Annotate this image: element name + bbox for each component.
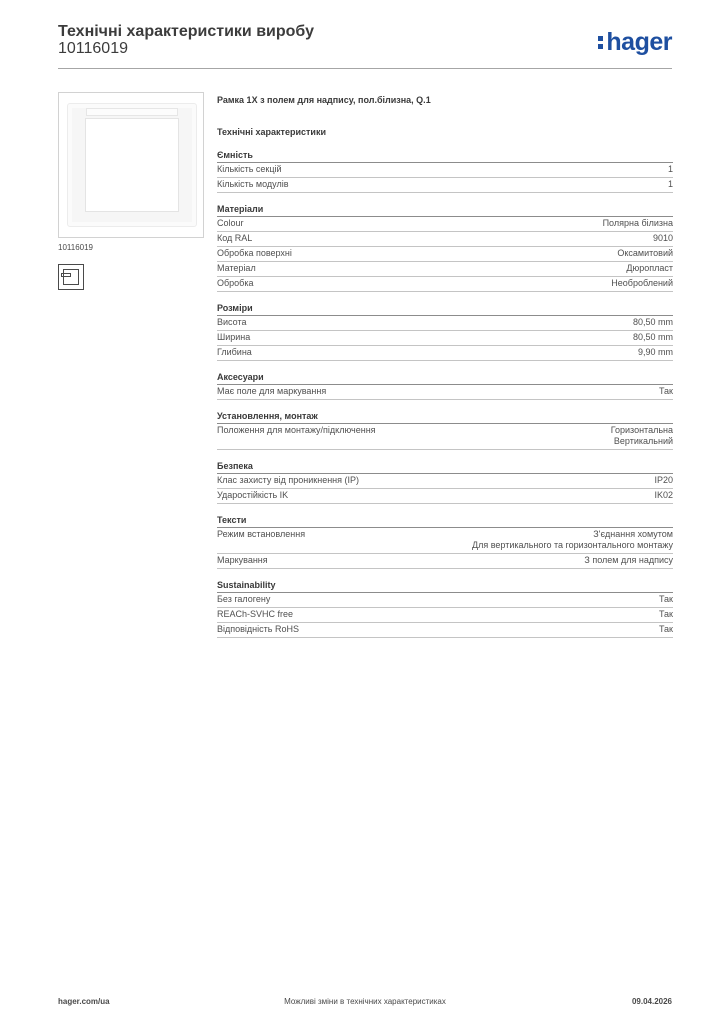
spec-label: Ширина: [217, 332, 251, 342]
document-product-code: 10116019: [58, 40, 128, 57]
spec-row: [217, 474, 673, 489]
spec-row: [217, 608, 673, 623]
logo-colon-icon: [598, 35, 603, 51]
spec-row: [217, 346, 673, 361]
spec-value: [472, 529, 673, 551]
spec-group-title: Безпека: [217, 461, 673, 474]
spec-group-title: Розміри: [217, 303, 673, 316]
image-caption-code: 10116019: [58, 243, 93, 252]
frame-opening: [85, 118, 179, 212]
document-title: Технічні характеристики виробу: [58, 23, 314, 40]
spec-label: Обробка поверхні: [217, 248, 292, 258]
spec-value-line: Горизонтальна: [610, 425, 673, 435]
frame-label-field: [86, 108, 178, 116]
spec-row: [217, 163, 673, 178]
spec-label: Обробка: [217, 278, 254, 288]
spec-value: [626, 263, 673, 274]
spec-content: [217, 95, 673, 638]
spec-row: [217, 331, 673, 346]
spec-row: [217, 247, 673, 262]
footer-note: Можливі зміни в технічних характеристиках: [284, 997, 446, 1006]
spec-row: [217, 316, 673, 331]
spec-group-title: Матеріали: [217, 204, 673, 217]
spec-value: [659, 624, 673, 635]
header-divider: [58, 68, 672, 69]
spec-value-line: 80,50 mm: [632, 332, 673, 342]
spec-row: [217, 232, 673, 247]
spec-value-line: Полярна білизна: [602, 218, 673, 228]
spec-value-line: 9,90 mm: [637, 347, 673, 357]
spec-label: Відповідність RoHS: [217, 624, 299, 634]
spec-value-line: Так: [658, 609, 673, 619]
product-name: Рамка 1X з полем для надпису, пол.білизна, Q.1: [217, 95, 431, 105]
product-image: [58, 92, 204, 238]
spec-row: [217, 262, 673, 277]
spec-value-line: Для вертикального та горизонтального монтажу: [471, 540, 673, 550]
spec-row: [217, 623, 673, 638]
spec-value: [654, 490, 673, 501]
spec-value: [659, 594, 673, 605]
spec-label: Висота: [217, 317, 247, 327]
spec-value: [633, 317, 673, 328]
spec-label: Кількість секцій: [217, 164, 282, 174]
spec-value: [584, 555, 673, 566]
spec-label: Colour: [217, 218, 244, 228]
section-heading: Технічні характеристики: [217, 127, 326, 137]
hager-logo: [598, 28, 672, 57]
spec-value-line: Оксамитовий: [617, 248, 673, 258]
spec-value: [668, 179, 673, 190]
spec-value-line: 9010: [652, 233, 673, 243]
spec-value: [659, 386, 673, 397]
spec-group: [217, 150, 673, 193]
spec-group: [217, 303, 673, 361]
spec-label: Матеріал: [217, 263, 256, 273]
spec-row: [217, 217, 673, 232]
spec-value: [654, 475, 673, 486]
spec-group: [217, 204, 673, 292]
spec-value-line: 1: [667, 179, 673, 189]
spec-value: [638, 347, 673, 358]
spec-value: [653, 233, 673, 244]
spec-label: Має поле для маркування: [217, 386, 327, 396]
spec-value-line: IP20: [654, 475, 673, 485]
spec-label: Кількість модулів: [217, 179, 289, 189]
spec-value: [668, 164, 673, 175]
spec-value-line: Так: [658, 594, 673, 604]
spec-group: [217, 372, 673, 400]
frame-illustration: [67, 103, 197, 227]
spec-row: [217, 489, 673, 504]
page-header: [58, 20, 672, 70]
spec-label: Код RAL: [217, 233, 253, 243]
spec-row: [217, 385, 673, 400]
spec-group-title: Аксесуари: [217, 372, 673, 385]
flush-mount-icon: [58, 264, 84, 290]
spec-row: [217, 554, 673, 569]
spec-groups: [217, 150, 673, 638]
spec-value: [659, 609, 673, 620]
spec-value: [603, 218, 673, 229]
spec-value-line: 80,50 mm: [632, 317, 673, 327]
spec-group-title: Установлення, монтаж: [217, 411, 673, 424]
spec-value-line: Необроблений: [611, 278, 673, 288]
spec-group: [217, 580, 673, 638]
spec-group: [217, 411, 673, 450]
spec-label: REACh-SVHC free: [217, 609, 294, 619]
spec-row: [217, 424, 673, 450]
spec-label: Глибина: [217, 347, 252, 357]
spec-group-title: Sustainability: [217, 580, 673, 593]
spec-group: [217, 461, 673, 504]
spec-value-line: Вертикальний: [613, 436, 673, 446]
spec-row: [217, 277, 673, 292]
spec-value: [611, 278, 673, 289]
spec-group-title: Ємність: [217, 150, 673, 163]
spec-value: [633, 332, 673, 343]
spec-label: Без галогену: [217, 594, 271, 604]
spec-row: [217, 528, 673, 554]
spec-value-line: З полем для надпису: [584, 555, 673, 565]
spec-label: Клас захисту від проникнення (IP): [217, 475, 360, 485]
spec-label: Ударостійкість IK: [217, 490, 289, 500]
spec-label: Маркування: [217, 555, 268, 565]
spec-group: [217, 515, 673, 569]
spec-row: [217, 593, 673, 608]
spec-value-line: IK02: [654, 490, 673, 500]
spec-label: Положення для монтажу/підключення: [217, 425, 376, 435]
logo-text: hager: [606, 28, 672, 56]
footer-date: 09.04.2026: [631, 997, 672, 1006]
spec-value-line: 1: [667, 164, 673, 174]
spec-value-line: Так: [658, 386, 673, 396]
footer-website: hager.com/ua: [58, 997, 110, 1006]
spec-value-line: З'єднання хомутом: [593, 529, 673, 539]
spec-label: Режим встановлення: [217, 529, 306, 539]
spec-row: [217, 178, 673, 193]
spec-group-title: Тексти: [217, 515, 673, 528]
spec-value-line: Так: [658, 624, 673, 634]
spec-value-line: Дюропласт: [626, 263, 673, 273]
spec-value: [617, 248, 673, 259]
spec-value: [611, 425, 673, 447]
